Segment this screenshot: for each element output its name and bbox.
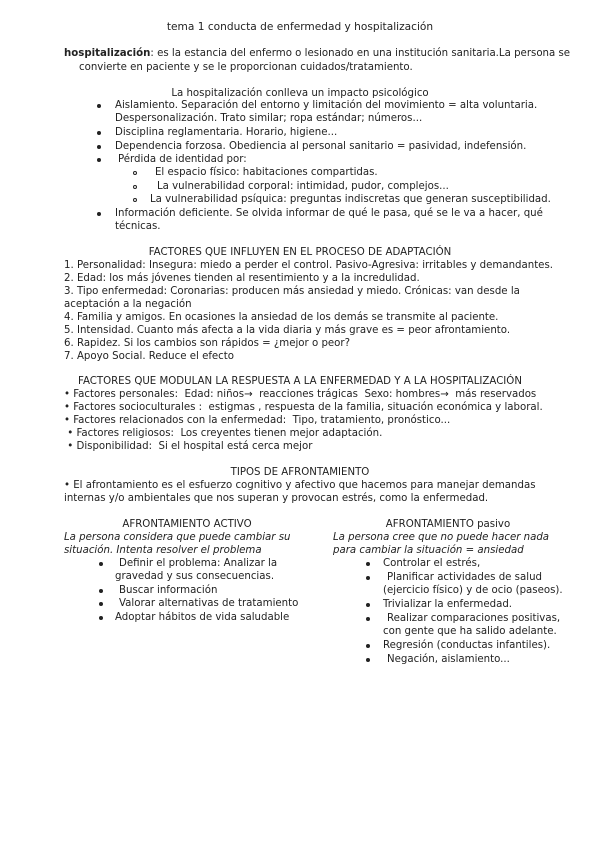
bullet-dot — [366, 644, 370, 648]
adaptation-line-4: 4. Familia y amigos. En ocasiones la ansiedad de los demás se transmite al paciente. — [64, 312, 499, 323]
adaptation-line-2: 2. Edad: los más jóvenes tienden al resentimiento y a la incredulidad. — [64, 273, 420, 284]
definition-text: : es la estancia del enfermo o lesionado en una institución sanitaria.La persona se — [150, 48, 571, 59]
passive-item-4-cont: con gente que ha salido adelante. — [383, 626, 557, 637]
active-item-4: Adoptar hábitos de vida saludable — [115, 612, 290, 623]
modulators-line-2: • Factores socioculturales : estigmas , respuesta de la familia, situación económica y laboral. — [64, 402, 543, 413]
adaptation-line-6: 6. Rapidez. Si los cambios son rápidos = ¿mejor o peor? — [64, 338, 351, 349]
bullet-dot — [97, 145, 101, 149]
bullet-dot — [97, 158, 101, 162]
active-coping-desc-2: situación. Intenta resolver el problema — [64, 545, 262, 556]
adaptation-line-3: 3. Tipo enfermedad: Coronarias: producen más ansiedad y miedo. Crónicas: van desde la — [64, 286, 520, 297]
bullet-dot — [99, 562, 103, 566]
active-item-1: Definir el problema: Analizar la — [119, 558, 278, 569]
bullet-dot — [97, 131, 101, 135]
bullet-dot — [366, 603, 370, 607]
bullet-dot — [366, 576, 370, 580]
active-item-2: Buscar información — [119, 585, 218, 596]
active-coping-heading: AFRONTAMIENTO ACTIVO — [122, 519, 252, 530]
identity-subitem-1: El espacio físico: habitaciones compartidas. — [155, 167, 378, 178]
adaptation-line-3-cont: aceptación a la negación — [64, 299, 192, 310]
coping-intro-1: • El afrontamiento es el esfuerzo cognitivo y afectivo que hacemos para manejar demandas — [64, 480, 536, 491]
coping-heading: TIPOS DE AFRONTAMIENTO — [230, 467, 370, 478]
bullet-dot — [97, 104, 101, 108]
bullet-dot — [366, 562, 370, 566]
impact-item-3: Dependencia forzosa. Obediencia al personal sanitario = pasividad, indefensión. — [115, 141, 527, 152]
modulators-line-1: • Factores personales: Edad: niños→ reacciones trágicas Sexo: hombres→ más reservados — [64, 389, 537, 400]
impact-item-1-cont: Despersonalización. Trato similar; ropa estándar; números... — [115, 113, 423, 124]
passive-coping-desc-2: para cambiar la situación = ansiedad — [333, 545, 524, 556]
impact-item-4: Pérdida de identidad por: — [118, 154, 247, 165]
modulators-line-3: • Factores relacionados con la enfermedad: Tipo, tratamiento, pronóstico... — [64, 415, 451, 426]
definition-line-2: convierte en paciente y se le proporcionan cuidados/tratamiento. — [79, 62, 413, 73]
modulators-line-5: • Disponibilidad: Si el hospital está cerca mejor — [64, 441, 313, 452]
definition-term: hospitalización — [64, 48, 151, 59]
circle-bullet — [133, 185, 137, 189]
bullet-dot — [99, 589, 103, 593]
adaptation-heading: FACTORES QUE INFLUYEN EN EL PROCESO DE ADAPTACIÓN — [148, 247, 452, 258]
impact-item-2: Disciplina reglamentaria. Horario, higiene... — [115, 127, 338, 138]
passive-item-5: Regresión (conductas infantiles). — [383, 640, 551, 651]
definition-line-1 — [64, 47, 570, 60]
passive-item-3: Trivializar la enfermedad. — [383, 599, 513, 610]
bullet-dot — [97, 212, 101, 216]
identity-subitem-2: La vulnerabilidad corporal: intimidad, pudor, complejos... — [157, 181, 449, 192]
passive-coping-desc-1: La persona cree que no puede hacer nada — [333, 532, 550, 543]
modulators-line-4: • Factores religiosos: Los creyentes tienen mejor adaptación. — [64, 428, 383, 439]
page-title: tema 1 conducta de enfermedad y hospitalización — [166, 21, 434, 33]
identity-subitem-3: La vulnerabilidad psíquica: preguntas indiscretas que generan susceptibilidad. — [150, 194, 551, 205]
bullet-dot — [366, 658, 370, 662]
impact-item-5: Información deficiente. Se olvida informar de qué le pasa, qué se le va a hacer, qué — [115, 208, 543, 219]
passive-item-6: Negación, aislamiento... — [387, 654, 510, 665]
passive-item-1: Controlar el estrés, — [383, 558, 481, 569]
adaptation-line-7: 7. Apoyo Social. Reduce el efecto — [64, 351, 235, 362]
impact-item-5-cont: técnicas. — [115, 221, 161, 232]
bullet-dot — [99, 616, 103, 620]
active-item-3: Valorar alternativas de tratamiento — [119, 598, 299, 609]
active-item-1-cont: gravedad y sus consecuencias. — [115, 571, 275, 582]
passive-item-4: Realizar comparaciones positivas, — [387, 613, 561, 624]
adaptation-line-1: 1. Personalidad: Insegura: miedo a perder el control. Pasivo-Agresiva: irritables y demandantes. — [64, 260, 553, 271]
passive-item-2: Planificar actividades de salud — [387, 572, 542, 583]
adaptation-line-5: 5. Intensidad. Cuanto más afecta a la vida diaria y más grave es = peor afrontamiento. — [64, 325, 511, 336]
passive-coping-heading: AFRONTAMIENTO pasivo — [385, 519, 511, 530]
active-coping-desc-1: La persona considera que puede cambiar su — [64, 532, 291, 543]
passive-item-2-cont: (ejercicio físico) y de ocio (paseos). — [383, 585, 563, 596]
bullet-dot — [366, 617, 370, 621]
coping-intro-2: internas y/o ambientales que nos superan y provocan estrés, como la enfermedad. — [64, 493, 489, 504]
bullet-dot — [99, 602, 103, 606]
modulators-heading: FACTORES QUE MODULAN LA RESPUESTA A LA ENFERMEDAD Y A LA HOSPITALIZACIÓN — [78, 376, 522, 387]
circle-bullet — [133, 171, 137, 175]
impact-item-1: Aislamiento. Separación del entorno y limitación del movimiento = alta voluntaria. — [115, 100, 538, 111]
circle-bullet — [133, 198, 137, 202]
impact-heading: La hospitalización conlleva un impacto psicológico — [171, 88, 429, 99]
